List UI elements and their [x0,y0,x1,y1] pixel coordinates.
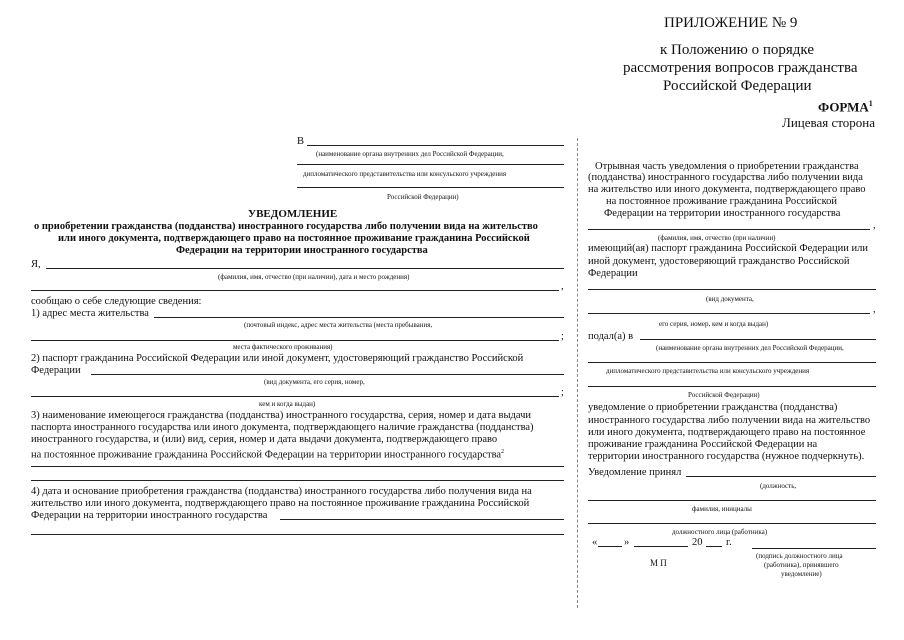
item-3-line-3: иностранного государства, и (или) вид, серия, номер и дата выдачи документа, подтверждающего право [31,434,498,445]
tear-surname-field[interactable] [588,500,876,501]
tear-hint-official: должностного лица (работника) [672,528,768,536]
tear-hint-series: его серия, номер, кем и когда выдан) [659,320,769,328]
basis-field[interactable] [280,519,564,520]
tear-hint-fio: (фамилия, имя, отчество (при наличии) [658,234,776,242]
tear-notice-2: иностранного государства либо получении вида на жительство [588,415,871,426]
tear-organ-field[interactable] [640,339,876,340]
tear-notice-1: уведомление о приобретении гражданства (подданства) [588,402,838,413]
tear-notice-3: или иного документа, подтверждающего право на постоянное [588,427,866,438]
stamp-label: М П [650,558,667,568]
notice-subtitle-2: или иного документа, подтверждающего право на постоянное проживание гражданина Российской [58,233,530,244]
item-4-line-3: Федерации на территории иностранного государства [31,510,268,521]
date-quote-close: » [624,537,630,548]
inform-text: сообщаю о себе следующие сведения: [31,296,202,307]
tear-doc-field[interactable] [588,289,876,290]
passport-field-2[interactable] [31,396,559,397]
date-year-prefix: 20 [692,537,703,548]
tear-hint-rf: Российской Федерации) [688,391,760,399]
tear-comma-1: , [873,220,876,231]
tear-hint-doc: (вид документа, [706,295,754,303]
foreign-field[interactable] [31,466,564,467]
side-label: Лицевая сторона [782,115,875,130]
item-3-line-1: 3) наименование имеющегося гражданства (подданства) иностранного государства, серия, номер и дата выдачи [31,410,532,421]
tear-hint-surname: фамилия, инициалы [692,505,752,513]
foreign-field-2[interactable] [31,480,564,481]
tear-title-4: на постоянное проживание гражданина Российской [606,196,838,207]
tear-hint-position: (должность, [760,482,797,490]
fio-field[interactable] [46,268,564,269]
tear-hint-diplo: дипломатического представительства или консульского учреждения [606,367,810,375]
regulation-line-3: Российской Федерации [663,78,812,94]
to-prefix: В [297,136,305,147]
regulation-line-1: к Положению о порядке [660,42,814,58]
hint-diplo: дипломатического представительства или консульского учреждения [303,170,507,178]
tear-having-2: иной документ, удостоверяющий гражданство Российской [588,256,850,267]
rf-field[interactable] [297,187,564,188]
tear-having-1: имеющий(ая) паспорт гражданина Российской Федерации или [588,243,869,254]
date-year-field[interactable] [706,546,722,547]
tear-comma-2: , [873,304,876,315]
notice-subtitle-1: о приобретении гражданства (подданства) иностранного государства либо получении вида на жительство [34,221,538,232]
organ-field[interactable] [307,145,564,146]
tear-rf-field[interactable] [588,386,876,387]
sign-hint-3: уведомление) [781,570,822,578]
hint-rf: Российской Федерации) [387,193,459,201]
item-2-line-1: 2) паспорт гражданина Российской Федерации или иной документ, удостоверяющий гражданство Российской [31,353,524,364]
item-3-line-4: на постоянное проживание гражданина Российской Федерации на территории иностранного государства$^2$ [31,449,505,461]
item-1-label: 1) адрес места жительства [31,308,149,319]
tear-title-5: Федерации на территории иностранного государства [604,208,841,219]
passport-field[interactable] [91,374,564,375]
item-4-line-1: 4) дата и основание приобретения гражданства (подданства) иностранного государства либо получения вида на [31,486,532,497]
date-month-field[interactable] [634,546,688,547]
tear-fio-field[interactable] [588,229,870,230]
tear-position-field[interactable] [686,476,876,477]
hint-postal: (почтовый индекс, адрес места жительства (места пребывания, [244,321,433,329]
date-quote-open: « [592,537,598,548]
tear-title-1: Отрывная часть уведомления о приобретении гражданства [595,161,859,172]
address-field[interactable] [154,317,564,318]
hint-fio-birth: (фамилия, имя, отчество (при наличии), дата и место рождения) [218,273,410,281]
date-day-field[interactable] [598,546,622,547]
ya-label: Я, [31,259,41,270]
basis-field-2[interactable] [31,534,564,535]
sign-hint-1: (подпись должностного лица [756,552,843,560]
hint-fact: места фактического проживания) [233,343,333,351]
item-3-line-2: паспорта иностранного государства или иного документа, подтверждающего наличие гражданства (подданства) [31,422,534,433]
tear-diplo-field[interactable] [588,362,876,363]
hint-organ: (наименование органа внутренних дел Российской Федерации, [316,150,504,158]
semicolon-2: ; [561,387,564,398]
tear-official-field[interactable] [588,523,876,524]
fio-field-2[interactable] [31,290,559,291]
semicolon-1: ; [561,331,564,342]
tear-notice-4: проживание гражданина Российской Федерации на [588,439,818,450]
appendix-title: ПРИЛОЖЕНИЕ № 9 [664,15,798,31]
tear-notice-5: территории иностранного государства (нужное подчеркнуть). [588,451,865,462]
hint-issued: кем и когда выдан) [259,400,316,408]
signature-field[interactable] [752,548,876,549]
tear-title-2: (подданства) иностранного государства либо получении вида [588,172,863,183]
date-g-label: г. [726,537,732,548]
hint-doc-series: (вид документа, его серия, номер, [264,378,365,386]
comma-1: , [561,281,564,292]
diplo-field[interactable] [297,164,564,165]
notice-subtitle-3: Федерации на территории иностранного государства [176,245,428,256]
cut-line [577,138,578,608]
tear-accepted: Уведомление принял [588,467,682,478]
tear-having-3: Федерации [588,268,638,279]
address-field-2[interactable] [31,340,559,341]
tear-submitted: подал(а) в [588,331,634,342]
notice-title: УВЕДОМЛЕНИЕ [248,208,338,220]
regulation-line-2: рассмотрения вопросов гражданства [623,60,858,76]
item-2-line-2: Федерации [31,365,81,376]
tear-hint-organ: (наименование органа внутренних дел Российской Федерации, [656,344,844,352]
item-4-line-2: жительство или иного документа, подтверждающего право на постоянное проживание гражданина Российской [31,498,530,509]
sign-hint-2: (работника), принявшего [764,561,839,569]
tear-doc-field-2[interactable] [588,313,870,314]
form-label: ФОРМА$^1$ [818,99,873,115]
tear-title-3: на жительство или иного документа, подтверждающего право [588,184,866,195]
